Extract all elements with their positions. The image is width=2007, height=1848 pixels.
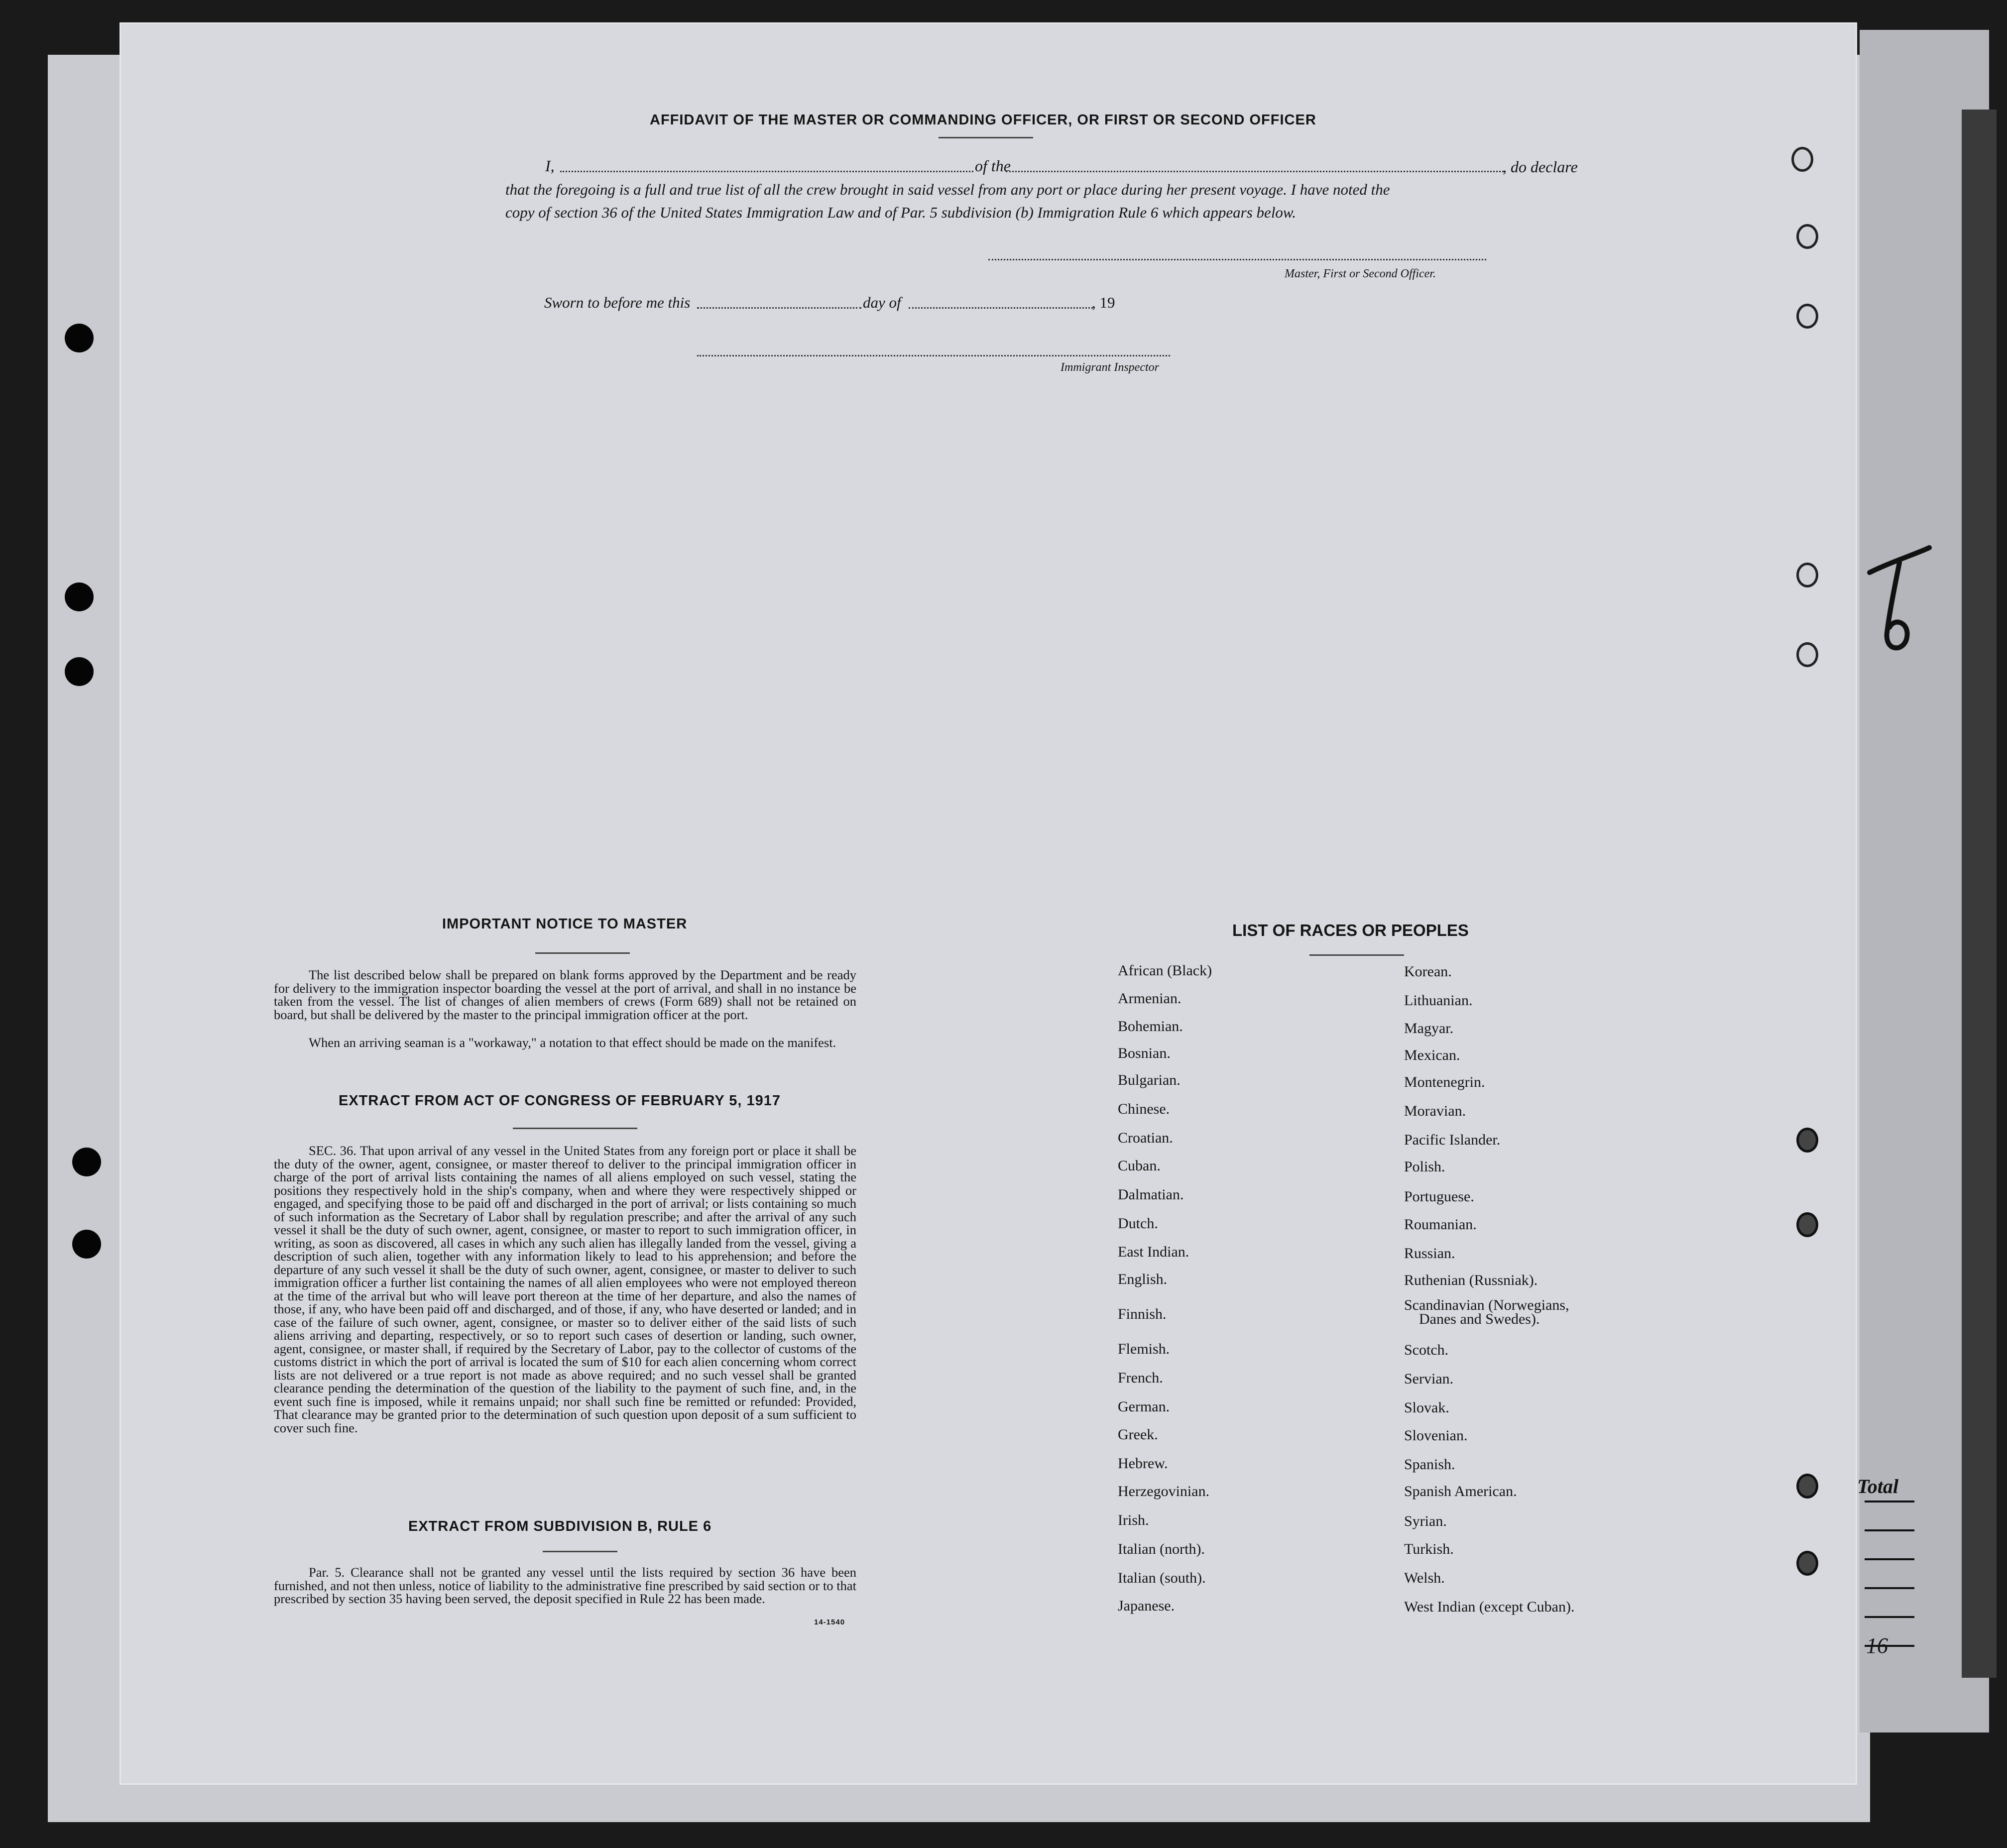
- divider: [535, 952, 630, 954]
- race-item: Korean.: [1404, 963, 1452, 980]
- binder-hole: [65, 582, 94, 611]
- race-item: Turkish.: [1404, 1541, 1454, 1557]
- race-item: West Indian (except Cuban).: [1404, 1599, 1575, 1615]
- race-item: Spanish.: [1404, 1456, 1455, 1473]
- binder-ring: [1796, 224, 1818, 249]
- binder-hole: [72, 1148, 101, 1176]
- race-item: Cuban.: [1118, 1157, 1161, 1174]
- binder-hole: [65, 324, 94, 352]
- year-label: , 19: [1092, 294, 1115, 311]
- race-item: Magyar.: [1404, 1020, 1454, 1037]
- master-signature-blank[interactable]: [988, 259, 1486, 260]
- binder-ring: [1791, 147, 1813, 172]
- race-item: Bulgarian.: [1118, 1072, 1181, 1088]
- binder-ring: [1796, 1128, 1818, 1153]
- race-item: Slovenian.: [1404, 1427, 1468, 1444]
- race-item: French.: [1118, 1370, 1163, 1386]
- race-item: Dalmatian.: [1118, 1186, 1184, 1203]
- tally-lines: [1865, 1474, 1914, 1647]
- binder-hole: [65, 657, 94, 686]
- race-item: Syrian.: [1404, 1513, 1447, 1529]
- race-item: Polish.: [1404, 1158, 1445, 1175]
- handwritten-mark: [1860, 543, 1934, 662]
- race-item: Italian (north).: [1118, 1541, 1205, 1557]
- binder-ring: [1796, 304, 1818, 329]
- race-item: Lithuanian.: [1404, 992, 1473, 1009]
- binder-ring: [1796, 1474, 1818, 1499]
- race-item: English.: [1118, 1271, 1168, 1287]
- race-item: Croatian.: [1118, 1130, 1173, 1146]
- race-item: Danes and Swedes).: [1419, 1311, 1540, 1327]
- vessel-blank[interactable]: [1006, 171, 1504, 172]
- race-item: Montenegrin.: [1404, 1074, 1485, 1090]
- affidavit-i-label: I,: [545, 157, 555, 175]
- notice-title: IMPORTANT NOTICE TO MASTER: [442, 916, 688, 932]
- race-item: Italian (south).: [1118, 1570, 1206, 1586]
- divider: [939, 137, 1033, 138]
- master-signature-label: Master, First or Second Officer.: [1285, 267, 1436, 280]
- form-page: [119, 22, 1857, 1785]
- race-item: Moravian.: [1404, 1103, 1466, 1119]
- race-item: Dutch.: [1118, 1215, 1158, 1232]
- race-item: Servian.: [1404, 1371, 1454, 1387]
- rule-extract-title: EXTRACT FROM SUBDIVISION B, RULE 6: [408, 1518, 712, 1534]
- race-item: Irish.: [1118, 1512, 1149, 1528]
- affidavit-declare-label: , do declare: [1503, 158, 1578, 176]
- divider: [513, 1128, 637, 1129]
- race-item: Bosnian.: [1118, 1045, 1171, 1061]
- race-item: Chinese.: [1118, 1101, 1170, 1117]
- sworn-day-blank[interactable]: [697, 307, 861, 309]
- affidavit-statement-line: that the foregoing is a full and true list of all the crew brought in said vessel from any port or place during her present voyage. I have noted the: [505, 181, 1390, 198]
- race-item: East Indian.: [1118, 1244, 1189, 1260]
- race-item: Finnish.: [1118, 1306, 1167, 1322]
- race-item: Slovak.: [1404, 1399, 1449, 1416]
- sworn-label: Sworn to before me this: [544, 294, 691, 311]
- inspector-label: Immigrant Inspector: [1061, 361, 1159, 374]
- race-item: Welsh.: [1404, 1570, 1445, 1586]
- form-number: 14-1540: [814, 1618, 845, 1626]
- race-item: Portuguese.: [1404, 1188, 1474, 1205]
- race-item: African (Black): [1118, 962, 1212, 979]
- race-item: Japanese.: [1118, 1598, 1175, 1614]
- race-item: Pacific Islander.: [1404, 1132, 1501, 1148]
- race-item: Scotch.: [1404, 1342, 1449, 1358]
- race-item: Armenian.: [1118, 990, 1181, 1007]
- race-item: Mexican.: [1404, 1047, 1460, 1063]
- notice-body: The list described below shall be prepared on blank forms approved by the Department and be ready for delivery to the immigration inspector boarding the vessel at the port of arrival, and shall in no instance be taken from the vessel. The list of changes of alien members of crews (Form 689) shall not be retained on board, but shall be delivered by the master to the principal immigration officer at the port.: [274, 967, 856, 1022]
- affidavit-statement-line: copy of section 36 of the United States Immigration Law and of Par. 5 subdivision (b) Immigration Rule 6 which appears below.: [505, 204, 1297, 221]
- race-item: Hebrew.: [1118, 1455, 1168, 1472]
- race-item: Herzegovinian.: [1118, 1483, 1210, 1500]
- binder-hole: [72, 1230, 101, 1259]
- binder-ring: [1796, 642, 1818, 667]
- act-extract-title: EXTRACT FROM ACT OF CONGRESS OF FEBRUARY 5, 1917: [339, 1093, 781, 1109]
- race-item: Russian.: [1404, 1245, 1455, 1262]
- affidavit-title: AFFIDAVIT OF THE MASTER OR COMMANDING OFFICER, OR FIRST OR SECOND OFFICER: [650, 112, 1316, 128]
- binding-shadow: [1962, 110, 1997, 1678]
- races-title: LIST OF RACES OR PEOPLES: [1232, 921, 1469, 939]
- inspector-signature-blank[interactable]: [697, 355, 1170, 356]
- race-item: Bohemian.: [1118, 1018, 1183, 1035]
- notice-body-workaway: When an arriving seaman is a "workaway," a notation to that effect should be made on the manifest.: [309, 1035, 836, 1050]
- affidavit-of-the-label: of the: [975, 157, 1011, 175]
- handwritten-number: 16: [1866, 1633, 1888, 1658]
- race-item: Scandinavian (Norwegians,: [1404, 1297, 1569, 1313]
- race-item: Spanish American.: [1404, 1483, 1517, 1500]
- race-item: Roumanian.: [1404, 1216, 1477, 1233]
- race-item: Ruthenian (Russniak).: [1404, 1272, 1538, 1288]
- race-item: Flemish.: [1118, 1341, 1170, 1357]
- divider: [543, 1551, 617, 1552]
- name-blank[interactable]: [560, 171, 973, 172]
- sworn-month-blank[interactable]: [909, 307, 1093, 309]
- total-label: Total: [1857, 1475, 1898, 1498]
- rule-extract-body: Par. 5. Clearance shall not be granted any vessel until the lists required by section 36 have been furnished, and not then unless, notice of liability to the administrative fine prescribed by said section or to that prescribed by section 35 having been served, the deposit specified in Rule 22 has been made.: [274, 1565, 856, 1606]
- race-item: Greek.: [1118, 1426, 1158, 1443]
- race-item: German.: [1118, 1398, 1170, 1415]
- binder-ring: [1796, 563, 1818, 587]
- binder-ring: [1796, 1212, 1818, 1237]
- day-of-label: day of: [863, 294, 901, 311]
- binder-ring: [1796, 1551, 1818, 1576]
- divider: [1309, 954, 1404, 956]
- act-extract-body: SEC. 36. That upon arrival of any vessel in the United States from any foreign port or place it shall be the duty of the owner, agent, consignee, or master thereof to deliver to the principal immigration officer in charge of the port of arrival lists containing the names of all aliens employed on such vessel, stating the positions they respectively hold in the ship's company, when and where they were respectively shipped or engaged, and specifying those to be paid off and discharged in the port of arrival; or lists containing so much of such information as the Secretary of Labor shall by regulation prescribe; and after the arrival of any such vessel it shall be the duty of such owner, agent, consignee, or master to report to such immigration officer, in writing, as soon as discovered, all cases in which any such alien has illegally landed from the vessel, giving a description of such alien, together with any information likely to lead to his apprehension; and before the departure of any such vessel it shall be the duty of such owner, agent, consignee, or master to deliver to such immigration officer a further list containing the names of all alien employees who were not employed thereon at the time of the arrival but who will leave port thereon at the time of her departure, and also the names of those, if any, who have been paid off and discharged, and of those, if any, who have deserted or landed; and in case of the failure of such owner, agent, consignee, or master so to deliver either of the said lists of such aliens arriving and departing, respectively, or so to report such cases of desertion or landing, such owner, agent, consignee, or master shall, if required by the Secretary of Labor, pay to the collector of customs of the customs district in which the port of arrival is located the sum of $10 for each alien concerning whom correct lists are not delivered or a true report is not made as above required; and no such vessel shall be granted clearance pending the determination of the question of the liability to the payment of such fine, and, in the event such fine is imposed, while it remains unpaid; nor shall such fine be remitted or refunded: Provided, That clearance may be granted prior to the determination of such question upon deposit of a sum sufficient to cover such fine.: [274, 1143, 856, 1435]
